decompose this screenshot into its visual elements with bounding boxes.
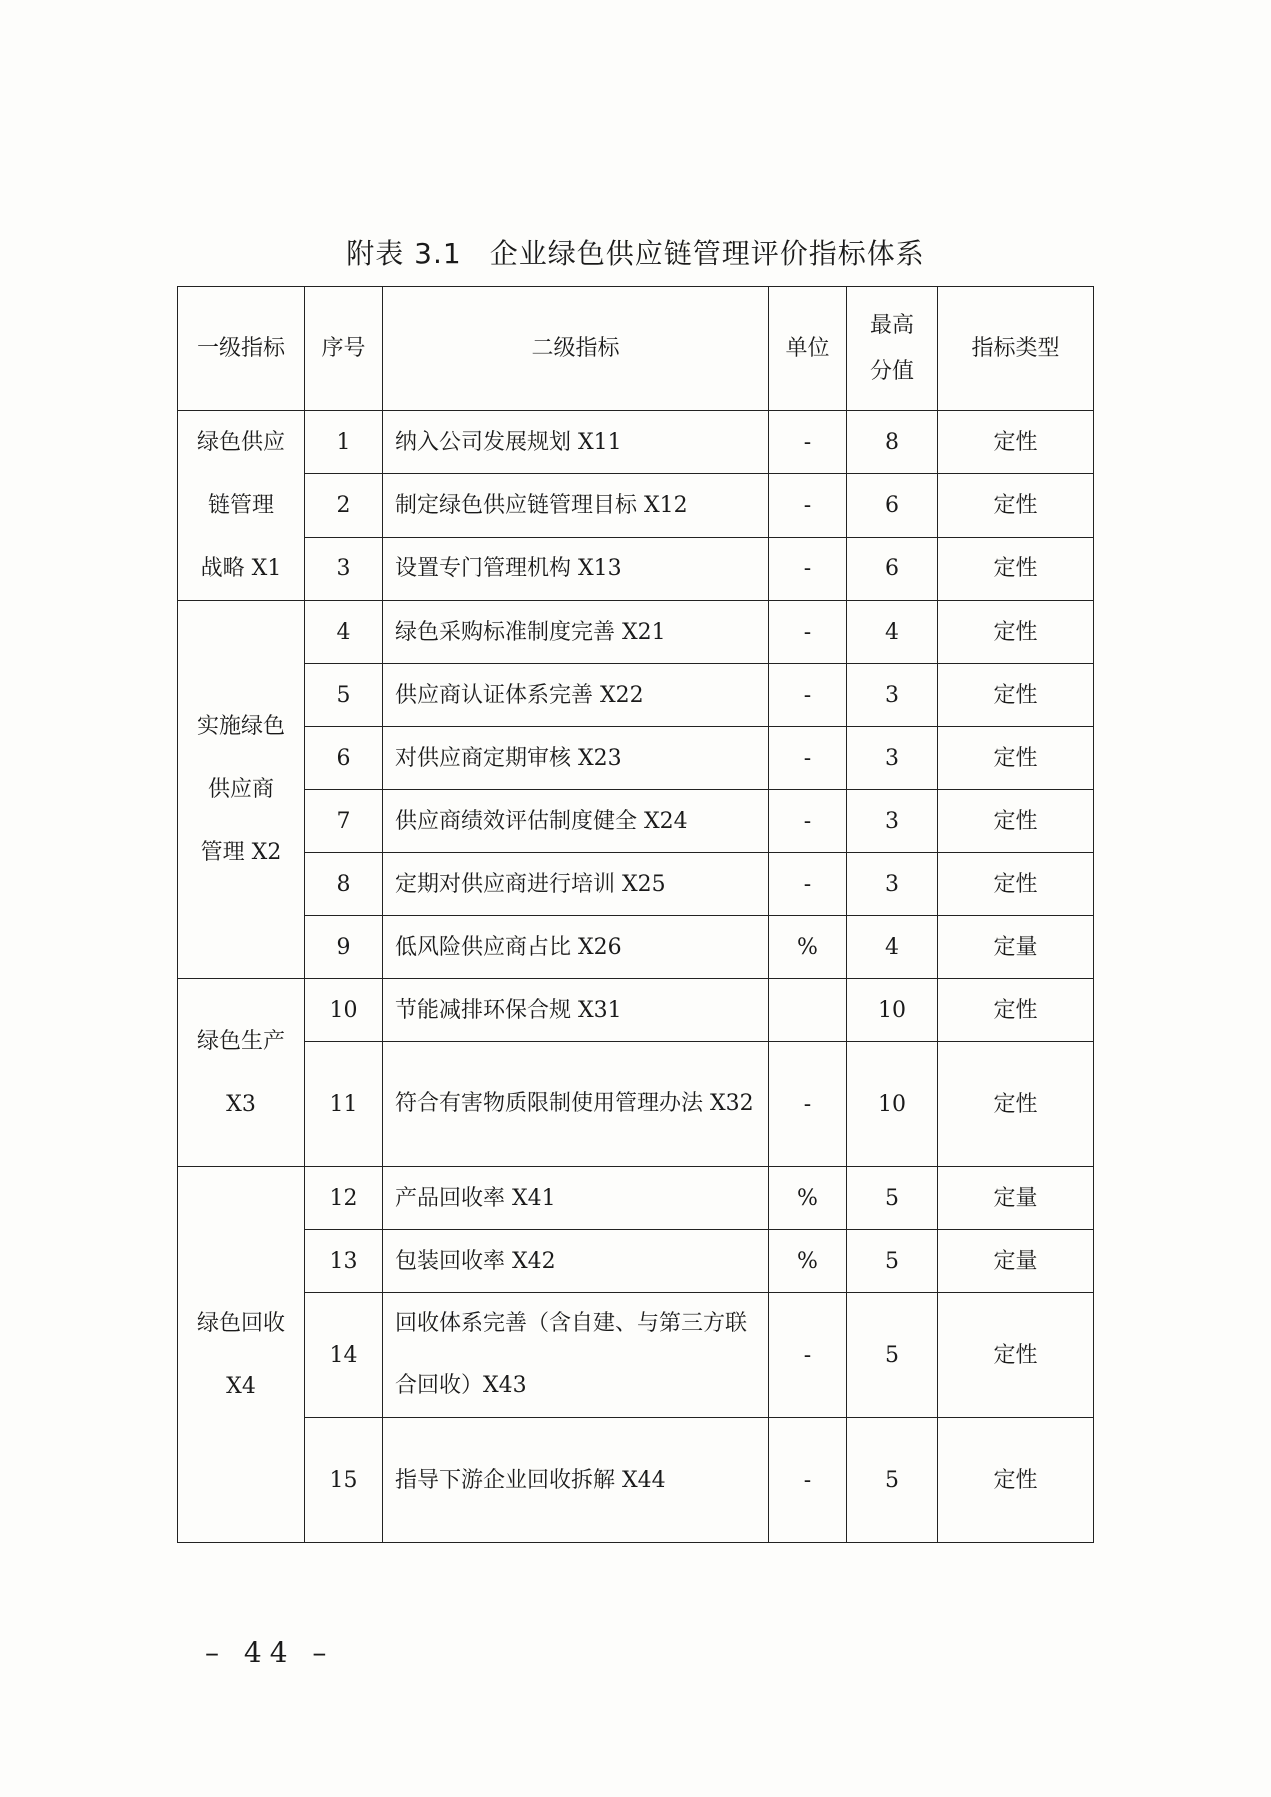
score-cell: 4 (847, 916, 938, 979)
indicator-name: 绿色采购标准制度完善 X21 (383, 601, 769, 664)
unit-cell: - (769, 1418, 847, 1543)
table-number: 附表 3.1 (346, 237, 462, 270)
indicator-name: 包装回收率 X42 (383, 1230, 769, 1293)
table-row (178, 790, 1094, 853)
table-row (178, 1167, 1094, 1230)
type-cell: 定量 (938, 1167, 1094, 1230)
unit-cell: - (769, 537, 847, 600)
unit-cell: % (769, 1167, 847, 1230)
score-cell: 6 (847, 474, 938, 537)
header-unit: 单位 (769, 287, 847, 411)
indicator-name: 节能减排环保合规 X31 (383, 979, 769, 1042)
indicator-name: 对供应商定期审核 X23 (383, 727, 769, 790)
unit-cell: - (769, 727, 847, 790)
score-cell: 3 (847, 790, 938, 853)
indicator-name: 供应商绩效评估制度健全 X24 (383, 790, 769, 853)
score-cell: 8 (847, 411, 938, 474)
indicator-name: 符合有害物质限制使用管理办法 X32 (383, 1042, 769, 1167)
unit-cell: - (769, 853, 847, 916)
table-row (178, 537, 1094, 600)
header-level2: 二级指标 (383, 287, 769, 411)
seq-cell: 14 (305, 1293, 383, 1418)
seq-cell: 7 (305, 790, 383, 853)
header-max-line2: 分值 (869, 358, 914, 384)
indicator-table (177, 286, 1094, 1543)
score-cell: 5 (847, 1230, 938, 1293)
type-cell: 定性 (938, 664, 1094, 727)
table-row (178, 1293, 1094, 1418)
type-cell: 定性 (938, 1042, 1094, 1167)
group-line: 实施绿色 (196, 714, 285, 739)
table-row (178, 474, 1094, 537)
unit-cell: - (769, 474, 847, 537)
group-line: 链管理 (207, 493, 274, 518)
seq-cell: 5 (305, 664, 383, 727)
seq-cell: 9 (305, 916, 383, 979)
table-row (178, 1418, 1094, 1543)
indicator-name: 产品回收率 X41 (383, 1167, 769, 1230)
group-cell-x4 (178, 1167, 305, 1543)
type-cell: 定量 (938, 1230, 1094, 1293)
indicator-name: 定期对供应商进行培训 X25 (383, 853, 769, 916)
score-cell: 5 (847, 1293, 938, 1418)
header-max-score (847, 287, 938, 411)
type-cell: 定性 (938, 601, 1094, 664)
unit-cell (769, 979, 847, 1042)
table-title (0, 232, 1271, 272)
group-line: 绿色生产 (196, 1028, 285, 1054)
table-row (178, 411, 1094, 474)
table-row (178, 1042, 1094, 1167)
seq-cell: 6 (305, 727, 383, 790)
score-cell: 4 (847, 601, 938, 664)
unit-cell: - (769, 411, 847, 474)
seq-cell: 4 (305, 601, 383, 664)
table-row (178, 664, 1094, 727)
table-row (178, 853, 1094, 916)
group-line: 战略 X1 (200, 556, 282, 581)
seq-cell: 12 (305, 1167, 383, 1230)
table-row (178, 979, 1094, 1042)
seq-cell: 8 (305, 853, 383, 916)
indicator-name: 制定绿色供应链管理目标 X12 (383, 474, 769, 537)
score-cell: 5 (847, 1418, 938, 1543)
seq-cell: 13 (305, 1230, 383, 1293)
type-cell: 定性 (938, 853, 1094, 916)
group-line: 管理 X2 (200, 840, 282, 865)
type-cell: 定性 (938, 790, 1094, 853)
score-cell: 5 (847, 1167, 938, 1230)
type-cell: 定性 (938, 537, 1094, 600)
unit-cell: - (769, 1042, 847, 1167)
score-cell: 3 (847, 664, 938, 727)
type-cell: 定性 (938, 1418, 1094, 1543)
group-line: X4 (226, 1373, 256, 1399)
header-row (178, 287, 1094, 411)
unit-cell: - (769, 790, 847, 853)
unit-cell: - (769, 1293, 847, 1418)
table-row (178, 601, 1094, 664)
score-cell: 10 (847, 979, 938, 1042)
table-row (178, 1230, 1094, 1293)
table-row (178, 916, 1094, 979)
group-line: X3 (226, 1091, 256, 1117)
score-cell: 6 (847, 537, 938, 600)
score-cell: 3 (847, 853, 938, 916)
table-caption: 企业绿色供应链管理评价指标体系 (489, 237, 925, 270)
indicator-name: 设置专门管理机构 X13 (383, 537, 769, 600)
seq-cell: 2 (305, 474, 383, 537)
group-cell-x3 (178, 979, 305, 1167)
seq-cell: 10 (305, 979, 383, 1042)
group-cell-x1 (178, 411, 305, 601)
indicator-name: 指导下游企业回收拆解 X44 (383, 1418, 769, 1543)
header-max-line1: 最高 (869, 312, 914, 338)
group-line: 绿色供应 (196, 430, 285, 455)
unit-cell: % (769, 916, 847, 979)
indicator-name: 低风险供应商占比 X26 (383, 916, 769, 979)
seq-cell: 3 (305, 537, 383, 600)
header-type: 指标类型 (938, 287, 1094, 411)
type-cell: 定性 (938, 474, 1094, 537)
type-cell: 定性 (938, 727, 1094, 790)
type-cell: 定性 (938, 411, 1094, 474)
header-seq: 序号 (305, 287, 383, 411)
indicator-name: 供应商认证体系完善 X22 (383, 664, 769, 727)
group-line: 绿色回收 (196, 1310, 285, 1336)
unit-cell: - (769, 601, 847, 664)
group-cell-x2 (178, 601, 305, 979)
indicator-name: 纳入公司发展规划 X11 (383, 411, 769, 474)
seq-cell: 15 (305, 1418, 383, 1543)
seq-cell: 11 (305, 1042, 383, 1167)
type-cell: 定量 (938, 916, 1094, 979)
type-cell: 定性 (938, 979, 1094, 1042)
type-cell: 定性 (938, 1293, 1094, 1418)
page-number: – 44 – (205, 1636, 335, 1669)
table-row (178, 727, 1094, 790)
indicator-name: 回收体系完善（含自建、与第三方联合回收）X43 (383, 1293, 769, 1418)
seq-cell: 1 (305, 411, 383, 474)
score-cell: 3 (847, 727, 938, 790)
unit-cell: % (769, 1230, 847, 1293)
header-level1: 一级指标 (178, 287, 305, 411)
unit-cell: - (769, 664, 847, 727)
group-line: 供应商 (207, 777, 274, 802)
score-cell: 10 (847, 1042, 938, 1167)
